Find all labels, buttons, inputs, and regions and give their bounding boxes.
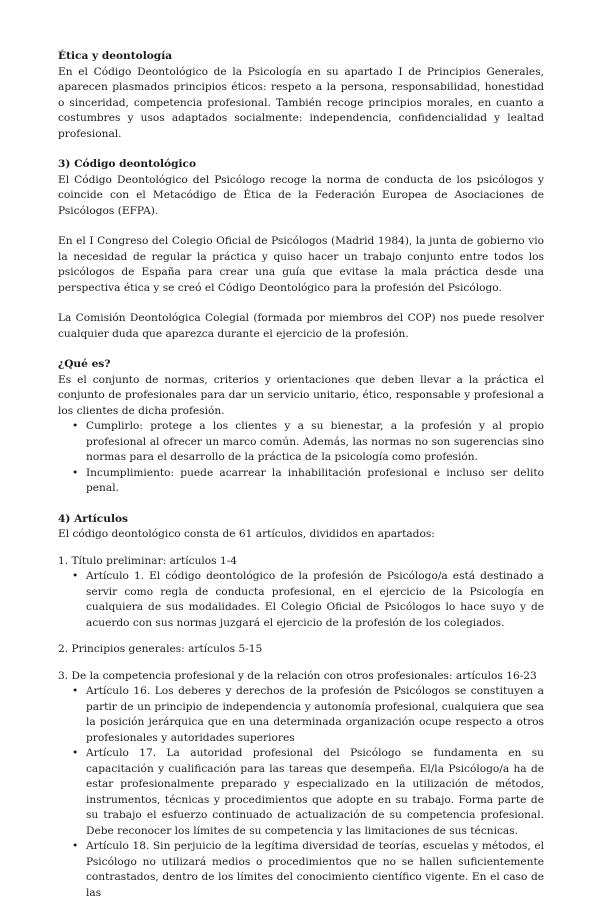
list-item: • Artículo 16. Los deberes y derechos de la profesión de Psicólogos se constituyen a partir de un principio de independencia y autonomía profesional, cualquiera que sea la posición jerárquica que en una determinada organización ocupe respecto a otros profesionales y autoridades superiores (86, 684, 544, 746)
paragraph-etica: En el Código Deontológico de la Psicología en su apartado I de Principios Generales, aparecen plasmados principios éticos: respeto a la persona, responsabilidad, honestidad o sinceridad, competencia profesional. También recoge principios morales, en cuanto a costumbres y usos adaptados socialmente: independencia, confidencialidad y lealtad profesional. (58, 65, 544, 140)
principios-generales: 2. Principios generales: artículos 5-15 (58, 643, 263, 655)
list-item: • Artículo 17. La autoridad profesional del Psicólogo se fundamenta en su capacitación y cualificación para las tareas que desempeña. El/la Psicólogo/a ha de estar profesionalmente preparado y especializado en la utilización de métodos, instrumentos, técnicas y procedimientos que adopte en su trabajo. Forma parte de su trabajo el esfuerzo continuado de actualización de su competencia profesional. Debe reconocer los límites de su competencia y las limitaciones de sus técnicas. (86, 746, 544, 839)
list-item: • Artículo 1. El código deontológico de la profesión de Psicólogo/a está destinado a servir como regla de conducta profesional, en el ejercicio de la Psicología en cualquiera de sus modalidades. El Colegio Oficial de Psicólogos lo hace suyo y de acuerdo con sus normas juzgará el ejercicio de la profesión de los colegiados. (86, 569, 544, 631)
titulo-preliminar: 1. Título preliminar: artículos 1-4 (58, 554, 238, 567)
bullet-list-que-es (58, 419, 544, 497)
list-item: • Artículo 18. Sin perjuicio de la legítima diversidad de teorías, escuelas y métodos, el Psicólogo no utilizará medios o procedimientos que no se hallen suficientemente contrastados, dentro de los límites del conocimiento científico vigente. En el caso de las (86, 839, 544, 901)
heading-que-es: ¿Qué es? (58, 358, 111, 370)
bullet-list-competencia (58, 684, 544, 901)
list-item: • Cumplirlo: protege a los clientes y a su bienestar, a la profesión y al propio profesional al ofrecer un marco común. Además, las normas no son sugerencias sino normas para el desarrollo de la práctica de la psicología como profesión. (86, 419, 544, 466)
paragraph-codigo-3: La Comisión Deontológica Colegial (formada por miembros del COP) nos puede resolver cualquier duda que aparezca durante el ejercicio de la profesión. (58, 312, 544, 340)
document-content (58, 49, 544, 901)
competencia-profesional: 3. De la competencia profesional y de la relación con otros profesionales: artículos 16-23 (58, 669, 537, 682)
list-item: • Incumplimiento: puede acarrear la inhabilitación profesional e incluso ser delito penal. (86, 466, 544, 497)
bullet-list-titulo-preliminar (58, 569, 544, 631)
heading-etica: Ética y deontología (58, 50, 173, 62)
paragraph-codigo-2: En el I Congreso del Colegio Oficial de Psicólogos (Madrid 1984), la junta de gobierno vio la necesidad de regular la práctica y quiso hacer un trabajo conjunto entre todos los psicólogos de España para crear una guía que evitase la mala práctica desde una perspectiva ética y se creó el Código Deontológico para la profesión del Psicólogo. (58, 235, 544, 294)
paragraph-que-es: Es el conjunto de normas, criterios y orientaciones que deben llevar a la práctica el conjunto de profesionales para dar un servicio unitario, ético, responsable y profesional a los clientes de dicha profesión. (58, 373, 544, 417)
paragraph-codigo-1: El Código Deontológico del Psicólogo recoge la norma de conducta de los psicólogos y coincide con el Metacódigo de Ética de la Federación Europea de Asociaciones de Psicólogos (EFPA). (58, 173, 544, 217)
paragraph-articulos-intro: El código deontológico consta de 61 artículos, divididos en apartados: (58, 528, 435, 540)
heading-codigo-deontologico: 3) Código deontológico (58, 158, 197, 170)
heading-articulos: 4) Artículos (58, 512, 128, 525)
